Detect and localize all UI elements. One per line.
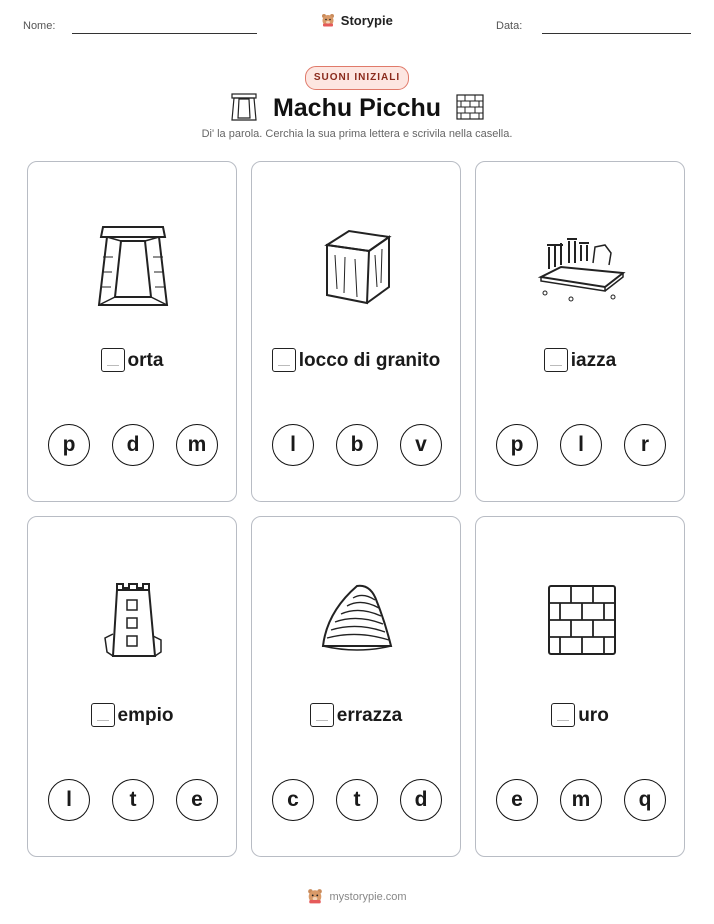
- brick-wall-icon: [531, 572, 631, 672]
- brick-wall-icon: [455, 92, 485, 122]
- activity-card: [475, 161, 685, 502]
- letter-choice[interactable]: d: [400, 779, 442, 821]
- footer: [0, 888, 714, 904]
- word-ending: empio: [117, 705, 174, 726]
- word-ending: uro: [578, 705, 609, 726]
- activity-card: [251, 161, 461, 502]
- letter-choices: [476, 424, 684, 468]
- stone-tower-icon: [83, 572, 183, 672]
- word-row: [252, 703, 460, 727]
- activity-card: [251, 516, 461, 857]
- letter-choice[interactable]: e: [176, 779, 218, 821]
- letter-choice[interactable]: m: [176, 424, 218, 466]
- activity-card: [27, 161, 237, 502]
- brand-name: Storypie: [340, 13, 393, 28]
- letter-choice[interactable]: c: [272, 779, 314, 821]
- word-row: [476, 348, 684, 372]
- answer-box[interactable]: [272, 348, 296, 372]
- word-row: [476, 703, 684, 727]
- letter-choice[interactable]: m: [560, 779, 602, 821]
- letter-choice[interactable]: l: [560, 424, 602, 466]
- letter-choices: [252, 424, 460, 468]
- letter-choice[interactable]: l: [48, 779, 90, 821]
- letter-choice[interactable]: q: [624, 779, 666, 821]
- date-line[interactable]: [542, 33, 691, 34]
- word-row: [252, 348, 460, 372]
- letter-choices: [28, 779, 236, 823]
- ruins-plaza-icon: [531, 217, 631, 317]
- letter-choice[interactable]: v: [400, 424, 442, 466]
- bear-mascot-icon: [321, 13, 335, 27]
- page-title: Machu Picchu: [272, 94, 442, 122]
- letter-choice[interactable]: d: [112, 424, 154, 466]
- bear-mascot-icon: [307, 888, 323, 904]
- granite-block-icon: [307, 217, 407, 317]
- letter-choice[interactable]: p: [48, 424, 90, 466]
- letter-choice[interactable]: p: [496, 424, 538, 466]
- word-row: [28, 703, 236, 727]
- word-ending: orta: [127, 350, 164, 371]
- footer-url[interactable]: mystorypie.com: [329, 891, 407, 903]
- letter-choice[interactable]: t: [336, 779, 378, 821]
- word-ending: errazza: [336, 705, 403, 726]
- letter-choices: [476, 779, 684, 823]
- word-ending: locco di granito: [298, 350, 441, 371]
- letter-choice[interactable]: b: [336, 424, 378, 466]
- letter-choice[interactable]: e: [496, 779, 538, 821]
- instructions: Di' la parola. Cerchia la sua prima lettera e scrivila nella casella.: [201, 128, 513, 140]
- answer-box[interactable]: [544, 348, 568, 372]
- letter-choice[interactable]: l: [272, 424, 314, 466]
- activity-card: [475, 516, 685, 857]
- stone-doorway-icon: [83, 217, 183, 317]
- answer-box[interactable]: [310, 703, 334, 727]
- letter-choice[interactable]: t: [112, 779, 154, 821]
- brand-logo: [0, 13, 714, 28]
- name-label: Nome:: [23, 20, 56, 32]
- letter-choice[interactable]: r: [624, 424, 666, 466]
- letter-choices: [252, 779, 460, 823]
- answer-box[interactable]: [551, 703, 575, 727]
- answer-box[interactable]: [91, 703, 115, 727]
- name-line[interactable]: [72, 33, 257, 34]
- activity-card: [27, 516, 237, 857]
- date-label: Data:: [496, 20, 523, 32]
- category-badge: SUONI INIZIALI: [305, 66, 409, 90]
- answer-box[interactable]: [101, 348, 125, 372]
- word-ending: iazza: [570, 350, 617, 371]
- terraced-hill-icon: [307, 572, 407, 672]
- letter-choices: [28, 424, 236, 468]
- word-row: [28, 348, 236, 372]
